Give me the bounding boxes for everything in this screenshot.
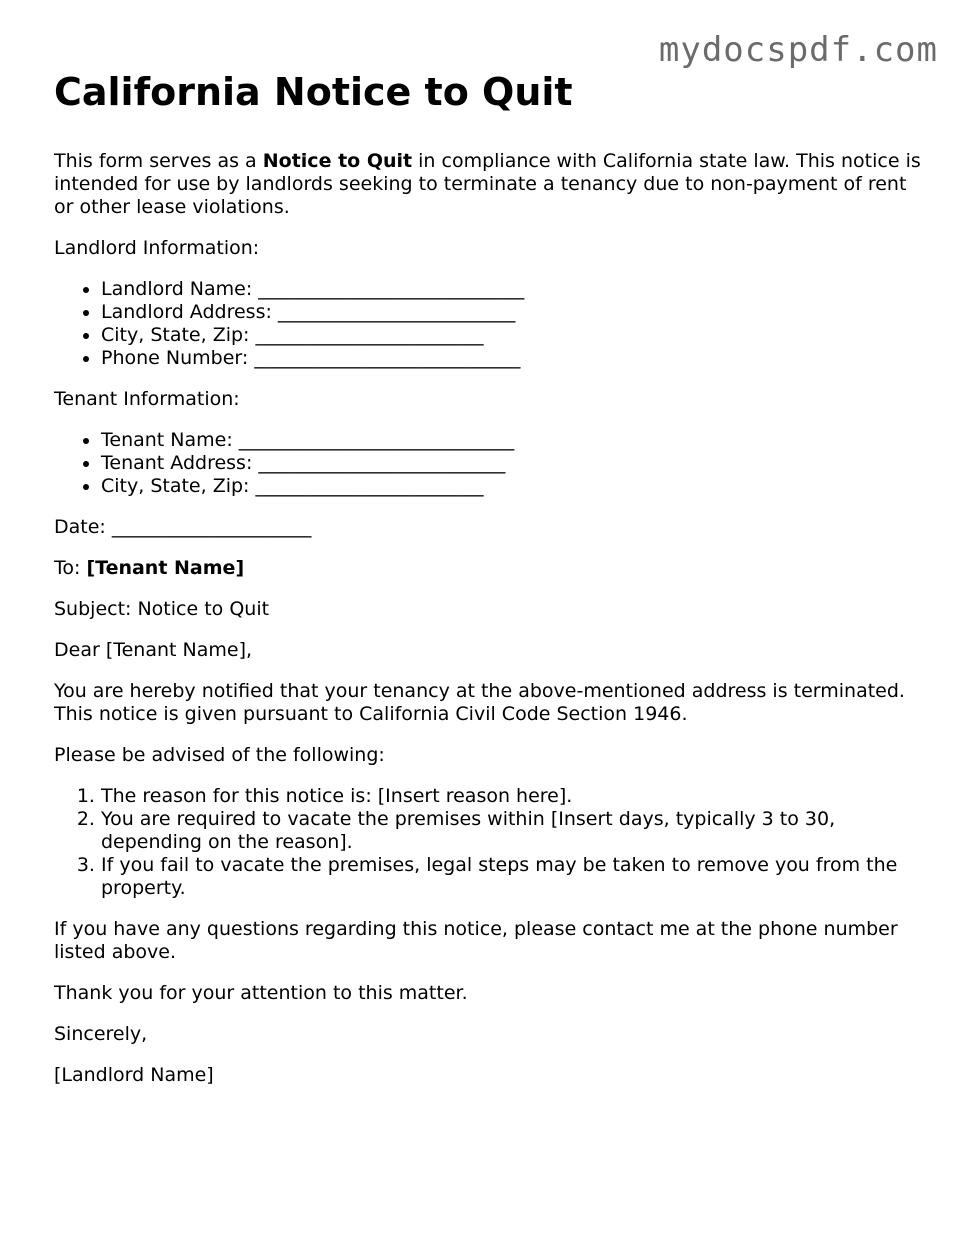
watermark: mydocspdf.com xyxy=(658,30,938,70)
landlord-heading: Landlord Information: xyxy=(54,237,260,259)
tenant-address-field: • Tenant Address: __________________________ xyxy=(101,452,924,475)
to-tenant-name: [Tenant Name] xyxy=(86,557,245,579)
landlord-address-field: • Landlord Address: _________________________ xyxy=(101,301,924,324)
intro-text-before: This form serves as a xyxy=(54,150,263,172)
advised-intro: Please be advised of the following: xyxy=(54,744,385,766)
to-label: To: xyxy=(54,557,87,579)
to-line xyxy=(54,557,924,580)
questions-paragraph: If you have any questions regarding this notice, please contact me at the phone number listed above. xyxy=(54,918,898,963)
tenant-fields-list xyxy=(54,429,924,498)
intro-text-bold: Notice to Quit xyxy=(262,150,413,172)
notice-points-list xyxy=(54,785,924,900)
thanks-line: Thank you for your attention to this matter. xyxy=(54,982,468,1004)
tenant-name-field: • Tenant Name: _____________________________ xyxy=(101,429,924,452)
tenant-heading: Tenant Information: xyxy=(54,388,240,410)
landlord-city-state-zip-field: • City, State, Zip: ________________________ xyxy=(101,324,924,347)
landlord-phone-field: • Phone Number: ____________________________ xyxy=(101,347,924,370)
notice-point: 3. If you fail to vacate the premises, legal steps may be taken to remove you from the property. xyxy=(101,854,924,900)
landlord-fields-list xyxy=(54,278,924,370)
date-line: Date: _____________________ xyxy=(54,516,312,538)
closing: Sincerely, xyxy=(54,1023,148,1045)
notice-point: 1. The reason for this notice is: [Insert reason here]. xyxy=(101,785,924,808)
tenant-city-state-zip-field: • City, State, Zip: ________________________ xyxy=(101,475,924,498)
page-title: California Notice to Quit xyxy=(54,70,573,114)
notice-point: 2. You are required to vacate the premises within [Insert days, typically 3 to 30, depending on the reason]. xyxy=(101,808,924,854)
subject-line: Subject: Notice to Quit xyxy=(54,598,270,620)
salutation: Dear [Tenant Name], xyxy=(54,639,253,661)
document-page xyxy=(54,68,924,1105)
intro-text-after: in compliance with California state law. This notice is intended for use by landlords seeking to terminate a tenancy due to non-payment of rent or other lease violations. xyxy=(54,150,921,218)
body-paragraph: You are hereby notified that your tenancy at the above-mentioned address is terminated. This notice is given pursuant to California Civil Code Section 1946. xyxy=(54,680,905,725)
landlord-name-field: • Landlord Name: ____________________________ xyxy=(101,278,924,301)
intro-paragraph xyxy=(54,150,924,219)
signature: [Landlord Name] xyxy=(54,1064,214,1086)
